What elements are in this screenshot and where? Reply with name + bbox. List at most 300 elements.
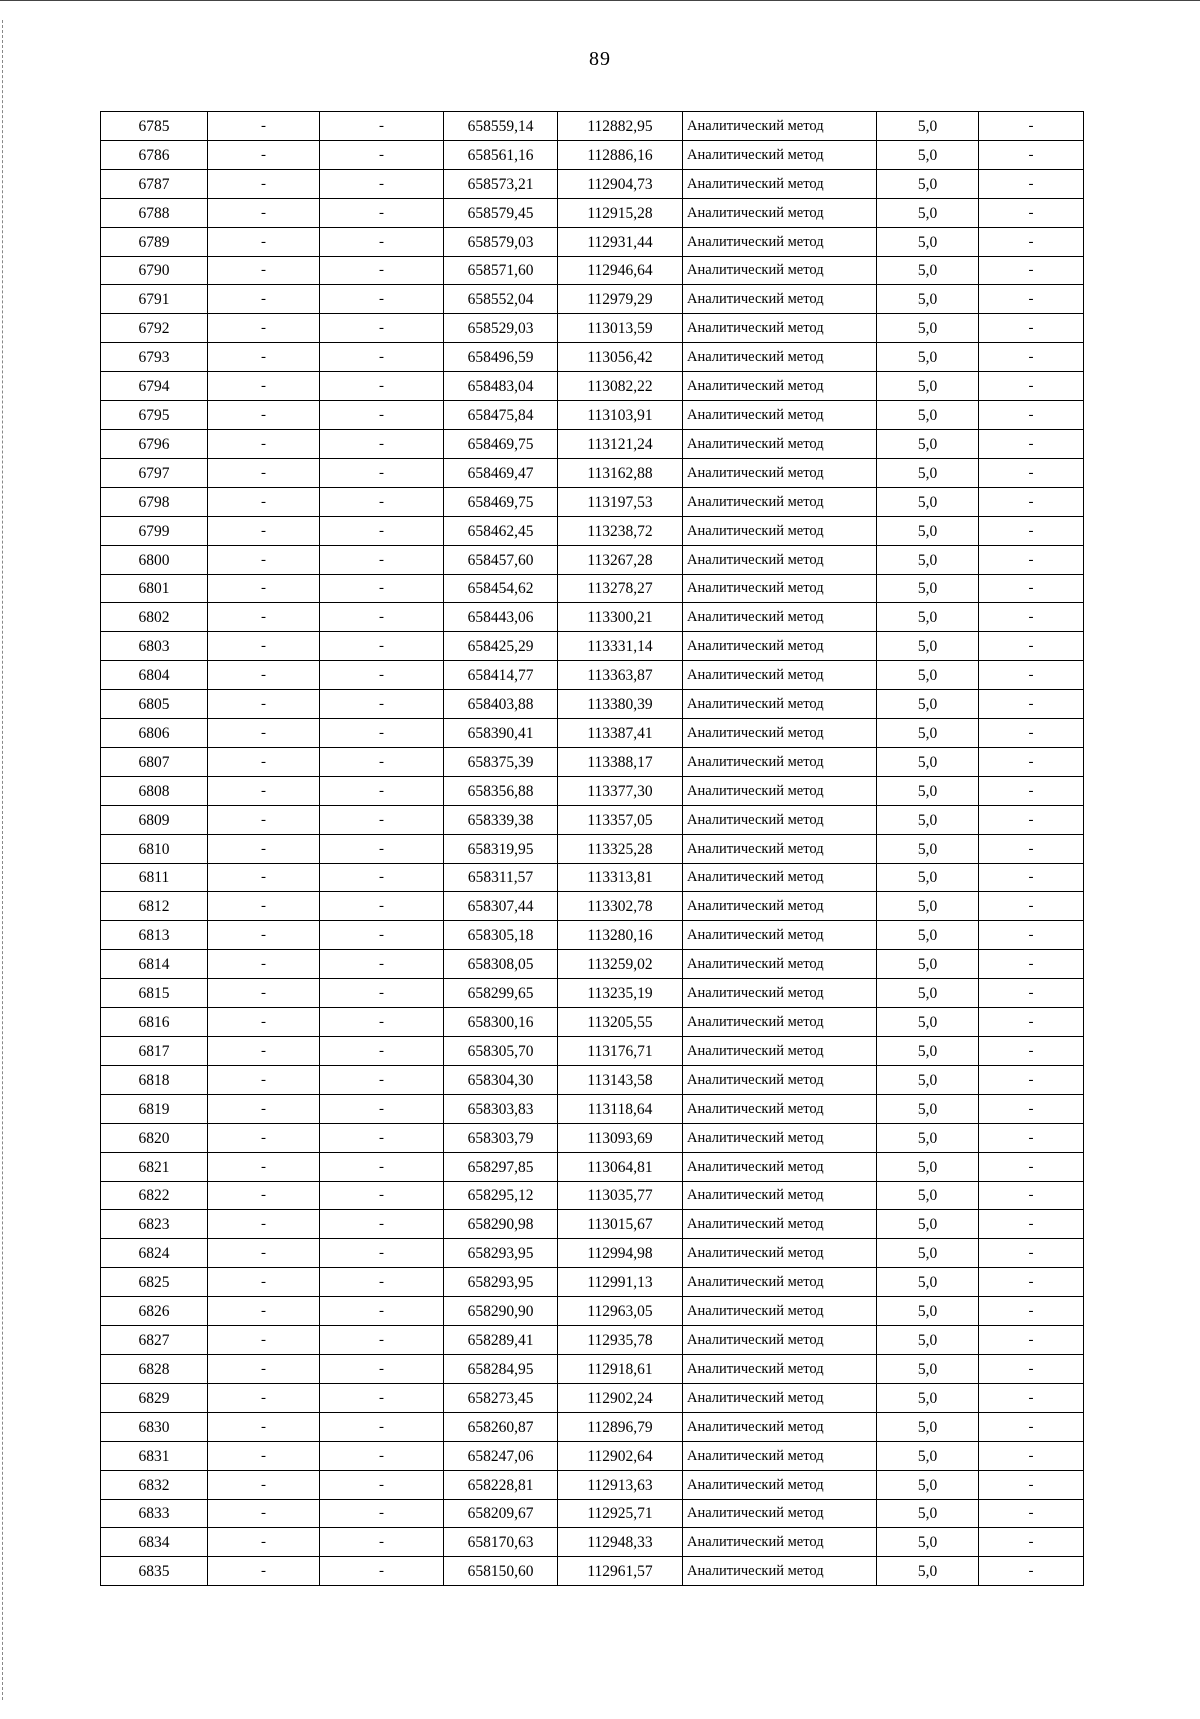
cell-y-coordinate: 113143,58 bbox=[558, 1065, 683, 1094]
cell-x-coordinate: 658552,04 bbox=[444, 285, 558, 314]
cell-y-coordinate: 113388,17 bbox=[558, 747, 683, 776]
cell-point-number: 6806 bbox=[101, 719, 208, 748]
cell-method: Аналитический метод bbox=[683, 1499, 877, 1528]
cell-note: - bbox=[979, 1008, 1084, 1037]
cell-old-x: - bbox=[208, 1441, 320, 1470]
cell-point-number: 6827 bbox=[101, 1326, 208, 1355]
cell-point-number: 6813 bbox=[101, 921, 208, 950]
cell-accuracy: 5,0 bbox=[877, 343, 979, 372]
cell-old-x: - bbox=[208, 1152, 320, 1181]
page-number: 89 bbox=[589, 48, 611, 70]
cell-accuracy: 5,0 bbox=[877, 1528, 979, 1557]
cell-y-coordinate: 112918,61 bbox=[558, 1354, 683, 1383]
cell-x-coordinate: 658300,16 bbox=[444, 1008, 558, 1037]
cell-old-x: - bbox=[208, 1528, 320, 1557]
cell-x-coordinate: 658228,81 bbox=[444, 1470, 558, 1499]
cell-y-coordinate: 113238,72 bbox=[558, 516, 683, 545]
cell-old-x: - bbox=[208, 1326, 320, 1355]
cell-method: Аналитический метод bbox=[683, 776, 877, 805]
cell-y-coordinate: 113082,22 bbox=[558, 372, 683, 401]
cell-note: - bbox=[979, 632, 1084, 661]
cell-old-y: - bbox=[320, 429, 444, 458]
cell-old-y: - bbox=[320, 1383, 444, 1412]
cell-old-y: - bbox=[320, 256, 444, 285]
cell-x-coordinate: 658295,12 bbox=[444, 1181, 558, 1210]
cell-old-y: - bbox=[320, 112, 444, 141]
table-row bbox=[101, 516, 1084, 545]
cell-point-number: 6832 bbox=[101, 1470, 208, 1499]
cell-old-x: - bbox=[208, 979, 320, 1008]
cell-x-coordinate: 658303,83 bbox=[444, 1094, 558, 1123]
cell-old-y: - bbox=[320, 140, 444, 169]
cell-old-x: - bbox=[208, 1008, 320, 1037]
cell-note: - bbox=[979, 834, 1084, 863]
table-row bbox=[101, 892, 1084, 921]
cell-old-x: - bbox=[208, 574, 320, 603]
cell-point-number: 6803 bbox=[101, 632, 208, 661]
table-row bbox=[101, 1210, 1084, 1239]
cell-method: Аналитический метод bbox=[683, 285, 877, 314]
cell-accuracy: 5,0 bbox=[877, 545, 979, 574]
cell-point-number: 6823 bbox=[101, 1210, 208, 1239]
cell-point-number: 6795 bbox=[101, 401, 208, 430]
cell-method: Аналитический метод bbox=[683, 1181, 877, 1210]
cell-old-x: - bbox=[208, 545, 320, 574]
cell-point-number: 6790 bbox=[101, 256, 208, 285]
cell-method: Аналитический метод bbox=[683, 1210, 877, 1239]
cell-point-number: 6804 bbox=[101, 661, 208, 690]
cell-accuracy: 5,0 bbox=[877, 690, 979, 719]
cell-accuracy: 5,0 bbox=[877, 892, 979, 921]
cell-y-coordinate: 113259,02 bbox=[558, 950, 683, 979]
cell-old-y: - bbox=[320, 1152, 444, 1181]
cell-old-y: - bbox=[320, 979, 444, 1008]
cell-x-coordinate: 658293,95 bbox=[444, 1268, 558, 1297]
cell-note: - bbox=[979, 1441, 1084, 1470]
cell-old-x: - bbox=[208, 1123, 320, 1152]
table-row bbox=[101, 603, 1084, 632]
cell-method: Аналитический метод bbox=[683, 1037, 877, 1066]
cell-x-coordinate: 658483,04 bbox=[444, 372, 558, 401]
cell-method: Аналитический метод bbox=[683, 112, 877, 141]
cell-y-coordinate: 112925,71 bbox=[558, 1499, 683, 1528]
cell-y-coordinate: 112896,79 bbox=[558, 1412, 683, 1441]
cell-accuracy: 5,0 bbox=[877, 112, 979, 141]
cell-note: - bbox=[979, 1326, 1084, 1355]
table-row bbox=[101, 1297, 1084, 1326]
cell-x-coordinate: 658290,98 bbox=[444, 1210, 558, 1239]
cell-method: Аналитический метод bbox=[683, 1412, 877, 1441]
cell-accuracy: 5,0 bbox=[877, 574, 979, 603]
cell-y-coordinate: 112882,95 bbox=[558, 112, 683, 141]
cell-note: - bbox=[979, 169, 1084, 198]
cell-method: Аналитический метод bbox=[683, 1239, 877, 1268]
coordinates-table-body bbox=[101, 112, 1084, 1586]
cell-old-x: - bbox=[208, 690, 320, 719]
table-row bbox=[101, 372, 1084, 401]
cell-point-number: 6825 bbox=[101, 1268, 208, 1297]
cell-note: - bbox=[979, 950, 1084, 979]
table-row bbox=[101, 314, 1084, 343]
cell-point-number: 6788 bbox=[101, 198, 208, 227]
cell-accuracy: 5,0 bbox=[877, 834, 979, 863]
cell-old-y: - bbox=[320, 227, 444, 256]
cell-old-y: - bbox=[320, 1008, 444, 1037]
cell-old-x: - bbox=[208, 227, 320, 256]
cell-point-number: 6793 bbox=[101, 343, 208, 372]
cell-x-coordinate: 658290,90 bbox=[444, 1297, 558, 1326]
cell-old-y: - bbox=[320, 1268, 444, 1297]
cell-method: Аналитический метод bbox=[683, 545, 877, 574]
cell-x-coordinate: 658304,30 bbox=[444, 1065, 558, 1094]
cell-old-y: - bbox=[320, 921, 444, 950]
cell-old-x: - bbox=[208, 834, 320, 863]
cell-accuracy: 5,0 bbox=[877, 979, 979, 1008]
cell-note: - bbox=[979, 661, 1084, 690]
cell-x-coordinate: 658454,62 bbox=[444, 574, 558, 603]
table-row bbox=[101, 545, 1084, 574]
cell-old-x: - bbox=[208, 632, 320, 661]
cell-note: - bbox=[979, 921, 1084, 950]
cell-point-number: 6820 bbox=[101, 1123, 208, 1152]
cell-x-coordinate: 658425,29 bbox=[444, 632, 558, 661]
cell-accuracy: 5,0 bbox=[877, 429, 979, 458]
cell-point-number: 6810 bbox=[101, 834, 208, 863]
cell-note: - bbox=[979, 429, 1084, 458]
cell-old-x: - bbox=[208, 950, 320, 979]
scan-edge-top bbox=[0, 0, 1200, 1]
cell-y-coordinate: 112915,28 bbox=[558, 198, 683, 227]
cell-note: - bbox=[979, 1297, 1084, 1326]
cell-point-number: 6829 bbox=[101, 1383, 208, 1412]
cell-point-number: 6805 bbox=[101, 690, 208, 719]
cell-old-x: - bbox=[208, 1065, 320, 1094]
cell-y-coordinate: 113357,05 bbox=[558, 805, 683, 834]
cell-old-y: - bbox=[320, 892, 444, 921]
cell-y-coordinate: 113278,27 bbox=[558, 574, 683, 603]
cell-point-number: 6789 bbox=[101, 227, 208, 256]
cell-old-y: - bbox=[320, 372, 444, 401]
cell-note: - bbox=[979, 1354, 1084, 1383]
cell-accuracy: 5,0 bbox=[877, 805, 979, 834]
cell-old-x: - bbox=[208, 1037, 320, 1066]
table-row bbox=[101, 1354, 1084, 1383]
cell-x-coordinate: 658375,39 bbox=[444, 747, 558, 776]
table-row bbox=[101, 1441, 1084, 1470]
cell-accuracy: 5,0 bbox=[877, 1412, 979, 1441]
cell-old-x: - bbox=[208, 140, 320, 169]
cell-old-y: - bbox=[320, 632, 444, 661]
cell-old-y: - bbox=[320, 719, 444, 748]
cell-old-y: - bbox=[320, 1181, 444, 1210]
cell-y-coordinate: 112902,64 bbox=[558, 1441, 683, 1470]
cell-accuracy: 5,0 bbox=[877, 603, 979, 632]
cell-x-coordinate: 658289,41 bbox=[444, 1326, 558, 1355]
cell-y-coordinate: 112935,78 bbox=[558, 1326, 683, 1355]
cell-point-number: 6800 bbox=[101, 545, 208, 574]
cell-old-x: - bbox=[208, 285, 320, 314]
cell-point-number: 6834 bbox=[101, 1528, 208, 1557]
cell-old-x: - bbox=[208, 603, 320, 632]
cell-old-y: - bbox=[320, 198, 444, 227]
cell-note: - bbox=[979, 1383, 1084, 1412]
cell-note: - bbox=[979, 285, 1084, 314]
cell-point-number: 6792 bbox=[101, 314, 208, 343]
cell-old-y: - bbox=[320, 603, 444, 632]
cell-y-coordinate: 113118,64 bbox=[558, 1094, 683, 1123]
cell-method: Аналитический метод bbox=[683, 921, 877, 950]
table-row bbox=[101, 661, 1084, 690]
cell-point-number: 6798 bbox=[101, 487, 208, 516]
cell-y-coordinate: 113013,59 bbox=[558, 314, 683, 343]
cell-old-x: - bbox=[208, 863, 320, 892]
cell-old-x: - bbox=[208, 1268, 320, 1297]
cell-note: - bbox=[979, 1123, 1084, 1152]
cell-note: - bbox=[979, 863, 1084, 892]
cell-old-y: - bbox=[320, 487, 444, 516]
cell-y-coordinate: 112886,16 bbox=[558, 140, 683, 169]
table-row bbox=[101, 950, 1084, 979]
cell-method: Аналитический метод bbox=[683, 487, 877, 516]
cell-accuracy: 5,0 bbox=[877, 1354, 979, 1383]
cell-old-y: - bbox=[320, 776, 444, 805]
cell-note: - bbox=[979, 805, 1084, 834]
cell-old-x: - bbox=[208, 1383, 320, 1412]
cell-method: Аналитический метод bbox=[683, 516, 877, 545]
cell-note: - bbox=[979, 314, 1084, 343]
cell-y-coordinate: 112902,24 bbox=[558, 1383, 683, 1412]
cell-old-y: - bbox=[320, 1210, 444, 1239]
cell-x-coordinate: 658443,06 bbox=[444, 603, 558, 632]
cell-old-y: - bbox=[320, 314, 444, 343]
table-row bbox=[101, 401, 1084, 430]
cell-y-coordinate: 113056,42 bbox=[558, 343, 683, 372]
cell-method: Аналитический метод bbox=[683, 256, 877, 285]
cell-x-coordinate: 658573,21 bbox=[444, 169, 558, 198]
table-row bbox=[101, 1528, 1084, 1557]
table-row bbox=[101, 834, 1084, 863]
cell-old-x: - bbox=[208, 1499, 320, 1528]
cell-accuracy: 5,0 bbox=[877, 1123, 979, 1152]
table-row bbox=[101, 285, 1084, 314]
cell-accuracy: 5,0 bbox=[877, 1065, 979, 1094]
cell-old-x: - bbox=[208, 719, 320, 748]
cell-accuracy: 5,0 bbox=[877, 1326, 979, 1355]
cell-y-coordinate: 113267,28 bbox=[558, 545, 683, 574]
cell-x-coordinate: 658260,87 bbox=[444, 1412, 558, 1441]
cell-method: Аналитический метод bbox=[683, 747, 877, 776]
cell-method: Аналитический метод bbox=[683, 169, 877, 198]
cell-point-number: 6787 bbox=[101, 169, 208, 198]
cell-y-coordinate: 112913,63 bbox=[558, 1470, 683, 1499]
cell-point-number: 6830 bbox=[101, 1412, 208, 1441]
table-row bbox=[101, 1412, 1084, 1441]
cell-old-y: - bbox=[320, 343, 444, 372]
cell-y-coordinate: 113015,67 bbox=[558, 1210, 683, 1239]
cell-y-coordinate: 113205,55 bbox=[558, 1008, 683, 1037]
cell-note: - bbox=[979, 458, 1084, 487]
cell-note: - bbox=[979, 1094, 1084, 1123]
cell-note: - bbox=[979, 1210, 1084, 1239]
table-row bbox=[101, 487, 1084, 516]
table-row bbox=[101, 1152, 1084, 1181]
cell-old-y: - bbox=[320, 1354, 444, 1383]
table-row bbox=[101, 112, 1084, 141]
cell-note: - bbox=[979, 603, 1084, 632]
cell-old-x: - bbox=[208, 1239, 320, 1268]
cell-y-coordinate: 113280,16 bbox=[558, 921, 683, 950]
cell-method: Аналитический метод bbox=[683, 1441, 877, 1470]
cell-x-coordinate: 658579,03 bbox=[444, 227, 558, 256]
cell-accuracy: 5,0 bbox=[877, 661, 979, 690]
table-row bbox=[101, 690, 1084, 719]
cell-old-y: - bbox=[320, 458, 444, 487]
cell-y-coordinate: 113235,19 bbox=[558, 979, 683, 1008]
cell-note: - bbox=[979, 1239, 1084, 1268]
cell-old-y: - bbox=[320, 545, 444, 574]
table-row bbox=[101, 1181, 1084, 1210]
cell-y-coordinate: 113331,14 bbox=[558, 632, 683, 661]
cell-y-coordinate: 113302,78 bbox=[558, 892, 683, 921]
cell-note: - bbox=[979, 690, 1084, 719]
cell-x-coordinate: 658307,44 bbox=[444, 892, 558, 921]
cell-y-coordinate: 113162,88 bbox=[558, 458, 683, 487]
cell-x-coordinate: 658273,45 bbox=[444, 1383, 558, 1412]
cell-old-y: - bbox=[320, 1239, 444, 1268]
cell-method: Аналитический метод bbox=[683, 1094, 877, 1123]
cell-point-number: 6821 bbox=[101, 1152, 208, 1181]
cell-old-x: - bbox=[208, 747, 320, 776]
cell-x-coordinate: 658311,57 bbox=[444, 863, 558, 892]
cell-method: Аналитический метод bbox=[683, 690, 877, 719]
cell-old-x: - bbox=[208, 1094, 320, 1123]
cell-method: Аналитический метод bbox=[683, 574, 877, 603]
table-row bbox=[101, 805, 1084, 834]
cell-x-coordinate: 658339,38 bbox=[444, 805, 558, 834]
cell-method: Аналитический метод bbox=[683, 719, 877, 748]
cell-y-coordinate: 112931,44 bbox=[558, 227, 683, 256]
table-row bbox=[101, 979, 1084, 1008]
cell-x-coordinate: 658414,77 bbox=[444, 661, 558, 690]
table-row bbox=[101, 140, 1084, 169]
cell-y-coordinate: 113176,71 bbox=[558, 1037, 683, 1066]
cell-old-x: - bbox=[208, 1557, 320, 1586]
cell-x-coordinate: 658209,67 bbox=[444, 1499, 558, 1528]
cell-y-coordinate: 113380,39 bbox=[558, 690, 683, 719]
cell-y-coordinate: 112946,64 bbox=[558, 256, 683, 285]
cell-note: - bbox=[979, 198, 1084, 227]
cell-y-coordinate: 113377,30 bbox=[558, 776, 683, 805]
table-row bbox=[101, 343, 1084, 372]
cell-old-y: - bbox=[320, 805, 444, 834]
cell-point-number: 6794 bbox=[101, 372, 208, 401]
cell-x-coordinate: 658319,95 bbox=[444, 834, 558, 863]
table-row bbox=[101, 1123, 1084, 1152]
cell-note: - bbox=[979, 1152, 1084, 1181]
cell-x-coordinate: 658247,06 bbox=[444, 1441, 558, 1470]
cell-old-y: - bbox=[320, 834, 444, 863]
cell-old-x: - bbox=[208, 372, 320, 401]
cell-accuracy: 5,0 bbox=[877, 776, 979, 805]
cell-old-y: - bbox=[320, 1037, 444, 1066]
cell-point-number: 6809 bbox=[101, 805, 208, 834]
table-row bbox=[101, 256, 1084, 285]
cell-method: Аналитический метод bbox=[683, 401, 877, 430]
cell-point-number: 6818 bbox=[101, 1065, 208, 1094]
cell-method: Аналитический метод bbox=[683, 979, 877, 1008]
cell-note: - bbox=[979, 1470, 1084, 1499]
cell-x-coordinate: 658150,60 bbox=[444, 1557, 558, 1586]
table-row bbox=[101, 458, 1084, 487]
cell-accuracy: 5,0 bbox=[877, 1239, 979, 1268]
cell-old-y: - bbox=[320, 1557, 444, 1586]
cell-x-coordinate: 658561,16 bbox=[444, 140, 558, 169]
table-row bbox=[101, 747, 1084, 776]
cell-x-coordinate: 658559,14 bbox=[444, 112, 558, 141]
cell-note: - bbox=[979, 1412, 1084, 1441]
cell-old-x: - bbox=[208, 892, 320, 921]
cell-old-y: - bbox=[320, 1326, 444, 1355]
cell-point-number: 6817 bbox=[101, 1037, 208, 1066]
cell-point-number: 6831 bbox=[101, 1441, 208, 1470]
cell-accuracy: 5,0 bbox=[877, 1383, 979, 1412]
cell-accuracy: 5,0 bbox=[877, 256, 979, 285]
cell-accuracy: 5,0 bbox=[877, 198, 979, 227]
cell-note: - bbox=[979, 1181, 1084, 1210]
cell-y-coordinate: 112904,73 bbox=[558, 169, 683, 198]
cell-method: Аналитический метод bbox=[683, 458, 877, 487]
cell-point-number: 6835 bbox=[101, 1557, 208, 1586]
cell-x-coordinate: 658293,95 bbox=[444, 1239, 558, 1268]
cell-y-coordinate: 112961,57 bbox=[558, 1557, 683, 1586]
cell-old-y: - bbox=[320, 1094, 444, 1123]
table-row bbox=[101, 632, 1084, 661]
cell-old-y: - bbox=[320, 1297, 444, 1326]
cell-old-x: - bbox=[208, 1412, 320, 1441]
cell-y-coordinate: 112948,33 bbox=[558, 1528, 683, 1557]
cell-accuracy: 5,0 bbox=[877, 1210, 979, 1239]
cell-method: Аналитический метод bbox=[683, 1354, 877, 1383]
cell-x-coordinate: 658356,88 bbox=[444, 776, 558, 805]
cell-old-y: - bbox=[320, 1065, 444, 1094]
cell-old-y: - bbox=[320, 1528, 444, 1557]
cell-method: Аналитический метод bbox=[683, 834, 877, 863]
cell-method: Аналитический метод bbox=[683, 1326, 877, 1355]
cell-old-x: - bbox=[208, 1354, 320, 1383]
cell-point-number: 6833 bbox=[101, 1499, 208, 1528]
table-row bbox=[101, 1008, 1084, 1037]
cell-point-number: 6807 bbox=[101, 747, 208, 776]
cell-x-coordinate: 658529,03 bbox=[444, 314, 558, 343]
cell-method: Аналитический метод bbox=[683, 632, 877, 661]
cell-x-coordinate: 658305,70 bbox=[444, 1037, 558, 1066]
cell-method: Аналитический метод bbox=[683, 1123, 877, 1152]
cell-accuracy: 5,0 bbox=[877, 1268, 979, 1297]
cell-old-y: - bbox=[320, 863, 444, 892]
cell-x-coordinate: 658469,47 bbox=[444, 458, 558, 487]
scan-edge-left bbox=[2, 20, 3, 1700]
table-row bbox=[101, 1470, 1084, 1499]
cell-note: - bbox=[979, 516, 1084, 545]
cell-y-coordinate: 113197,53 bbox=[558, 487, 683, 516]
cell-y-coordinate: 113300,21 bbox=[558, 603, 683, 632]
cell-method: Аналитический метод bbox=[683, 314, 877, 343]
cell-point-number: 6812 bbox=[101, 892, 208, 921]
cell-old-y: - bbox=[320, 285, 444, 314]
cell-old-x: - bbox=[208, 198, 320, 227]
cell-method: Аналитический метод bbox=[683, 863, 877, 892]
cell-y-coordinate: 112991,13 bbox=[558, 1268, 683, 1297]
